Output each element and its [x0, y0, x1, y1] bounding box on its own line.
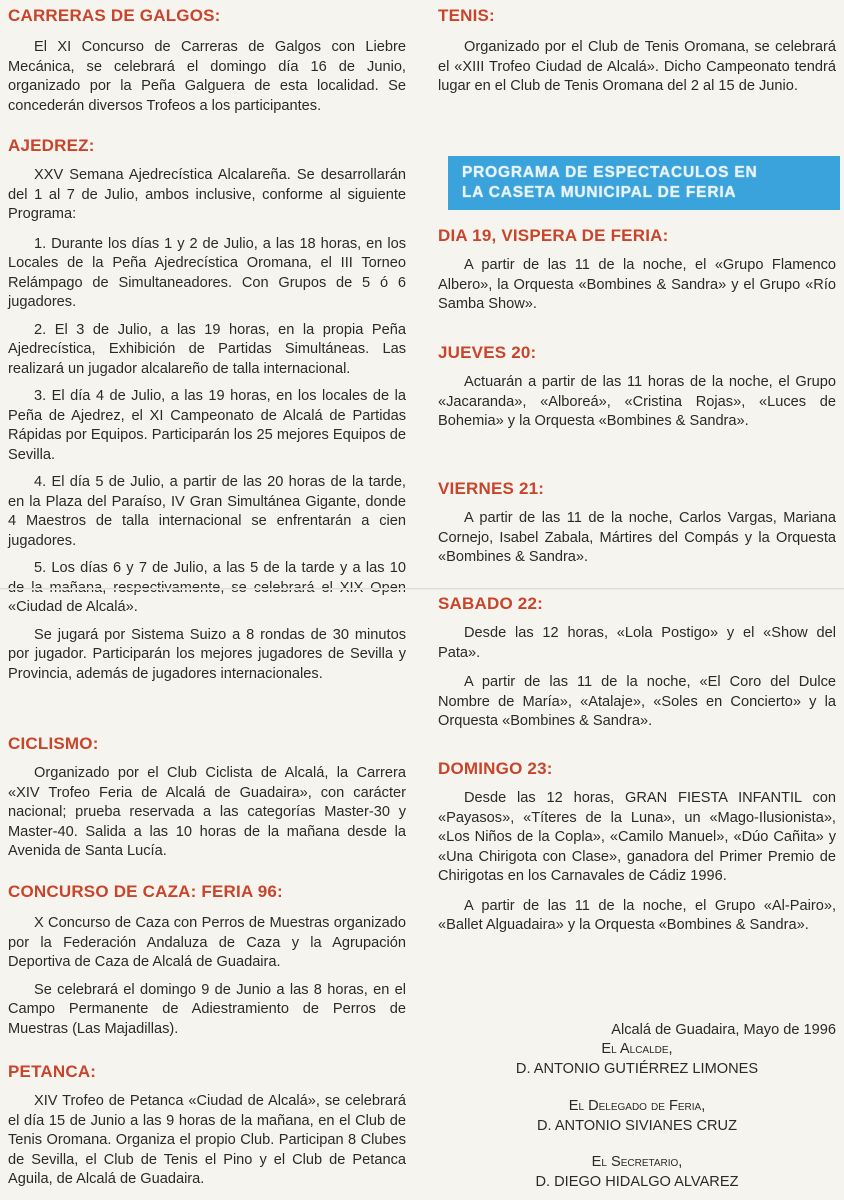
- section-viernes21: [438, 479, 836, 568]
- section-tenis: [438, 6, 836, 97]
- section-title: CONCURSO DE CAZA: FERIA 96:: [8, 882, 283, 901]
- section-sabado22: [438, 594, 836, 732]
- signature-block-alcalde: [430, 1040, 844, 1079]
- signature-block-secretario: [430, 1153, 844, 1192]
- banner-line: LA CASETA MUNICIPAL DE FERIA: [462, 184, 737, 201]
- signature-role: El Delegado de Feria,: [568, 1098, 706, 1114]
- section-petanca: [8, 1062, 406, 1190]
- paragraph: 2. El 3 de Julio, a las 19 horas, en la propia Peña Ajedrecística, Exhibición de Partidas Simultáneas. Las realizará un jugador alcalareño de talla internacional.: [8, 321, 406, 377]
- signature-role: El Alcalde,: [601, 1041, 673, 1057]
- section-jueves20: [438, 343, 836, 432]
- paragraph: A partir de las 11 de la noche, el «Grupo Flamenco Albero», la Orquesta «Bombines & Sandra» y el Grupo «Río Samba Show».: [438, 257, 836, 312]
- program-banner: [448, 156, 840, 210]
- section-title: SABADO 22:: [438, 594, 543, 613]
- paragraph: XXV Semana Ajedrecística Alcalareña. Se desarrollarán del 1 al 7 de Julio, ambos inclusive, conforme al siguiente Programa:: [8, 167, 406, 222]
- paragraph: Se celebrará el domingo 9 de Junio a las 8 horas, en el Campo Permanente de Adiestramiento de Perros de Muestras (Las Majadillas).: [8, 981, 406, 1037]
- section-domingo23: [438, 759, 836, 936]
- paragraph: A partir de las 11 de la noche, «El Coro del Dulce Nombre de María», «Atalaje», «Soles en Concierto» y la Orquesta «Bombines & Sandra».: [438, 674, 836, 729]
- date-line: Alcalá de Guadaira, Mayo de 1996: [611, 1022, 836, 1038]
- paragraph: X Concurso de Caza con Perros de Muestras organizado por la Federación Andaluza de Caza y la Agrupación Deportiva de Caza de Alcalá de Guadaira.: [8, 915, 406, 970]
- paragraph: El XI Concurso de Carreras de Galgos con Liebre Mecánica, se celebrará el domingo día 16 de Junio, organizado por la Peña Galguera de esta localidad. Se concederán diversos Trofeos a los participantes.: [8, 39, 406, 114]
- paragraph: Organizado por el Club Ciclista de Alcalá, la Carrera «XIV Trofeo Feria de Alcalá de Guadaira», con carácter nacional; prueba reservada a las categorías Master-30 y Master-40. Salida a las 10 horas de la mañana desde la Avenida de Santa Lucía.: [8, 765, 406, 859]
- signature-name: D. ANTONIO GUTIÉRREZ LIMONES: [515, 1060, 759, 1077]
- paragraph: 1. Durante los días 1 y 2 de Julio, a las 18 horas, en los Locales de la Peña Ajedrecística Oromana, el III Torneo Relámpago de Simultaneadores. Con Grupos de 5 ó 6 jugadores.: [8, 235, 406, 310]
- section-title: CARRERAS DE GALGOS:: [8, 6, 221, 25]
- section-title: DIA 19, VISPERA DE FERIA:: [438, 226, 669, 245]
- banner-line: PROGRAMA DE ESPECTACULOS EN: [462, 164, 758, 181]
- paragraph: A partir de las 11 de la noche, Carlos Vargas, Mariana Cornejo, Isabel Zabala, Mártires del Compás y la Orquesta «Bombines & Sandra».: [438, 510, 836, 565]
- signature-role: El Secretario,: [591, 1154, 683, 1170]
- paragraph: Desde las 12 horas, «Lola Postigo» y el «Show del Pata».: [438, 625, 836, 661]
- section-ciclismo: [8, 734, 406, 862]
- signature-name: D. ANTONIO SIVIANES CRUZ: [536, 1117, 738, 1134]
- paragraph: Se jugará por Sistema Suizo a 8 rondas de 30 minutos por jugador. Participarán los mejores jugadores de Sevilla y Provincia, además de jugadores internacionales.: [8, 626, 406, 682]
- paragraph: XIV Trofeo de Petanca «Ciudad de Alcalá», se celebrará el día 15 de Junio a las 9 horas de la mañana, en el Club de Tenis Oromana. Organiza el propio Club. Participan 8 Clubes de Sevilla, el Club de Tenis el Pino y el Club de Petanca Aguila, de Alcalá de Guadaira.: [8, 1093, 406, 1187]
- section-title: PETANCA:: [8, 1062, 97, 1081]
- section-caza: [8, 882, 406, 1039]
- paper-fold-line: [0, 588, 844, 590]
- paragraph: 5. Los días 6 y 7 de Julio, a las 5 de la tarde y a las 10 «Ciudad de Alcalá».: [8, 560, 406, 615]
- paragraph: Desde las 12 horas, GRAN FIESTA INFANTIL con «Payasos», «Títeres de la Luna», un «Mago-Ilusionista», «Los Niños de la Copla», «Camilo Manuel», «Dúo Cañita» y «Una Chirigota con Clase», ganadora del Primer Premio de Chirigotas en los Carnavales de Cádiz 1996.: [438, 790, 836, 884]
- section-title: CICLISMO:: [8, 734, 99, 753]
- section-title: AJEDREZ:: [8, 136, 95, 155]
- section-title: DOMINGO 23:: [438, 759, 553, 778]
- paragraph: 3. El día 4 de Julio, a las 19 horas, en los locales de la Peña de Ajedrez, el XI Campeonato de Alcalá de Partidas Rápidas por Equipos. Participarán los 25 mejores Equipos de Sevilla.: [8, 388, 406, 463]
- section-title: TENIS:: [438, 6, 495, 25]
- signature-block-delegado: [430, 1097, 844, 1136]
- section-title: JUEVES 20:: [438, 343, 537, 362]
- paragraph: A partir de las 11 de la noche, el Grupo «Al-Pairo», «Ballet Alguadaira» y la Orquesta «Bombines & Sandra».: [438, 897, 836, 933]
- paragraph: Organizado por el Club de Tenis Oromana, se celebrará el «XIII Trofeo Ciudad de Alcalá». Dicho Campeonato tendrá lugar en el Club de Tenis Oromana del 2 al 15 de Junio.: [438, 39, 836, 94]
- section-dia19: [438, 226, 836, 315]
- signature-name: D. DIEGO HIDALGO ALVAREZ: [535, 1173, 739, 1190]
- section-galgos: [8, 6, 406, 116]
- section-ajedrez: [8, 136, 406, 684]
- paragraph: 4. El día 5 de Julio, a partir de las 20 horas de la tarde, en la Plaza del Paraíso, IV Gran Simultánea Gigante, donde 4 Maestros de talla internacional se enfrentarán a cien jugadores.: [8, 474, 406, 549]
- section-title: VIERNES 21:: [438, 479, 545, 498]
- paragraph: Actuarán a partir de las 11 horas de la noche, el Grupo «Jacaranda», «Alboreá», «Cristina Rojas», «Luces de Bohemia» y la Orquesta «Bombines & Sandra».: [438, 374, 836, 429]
